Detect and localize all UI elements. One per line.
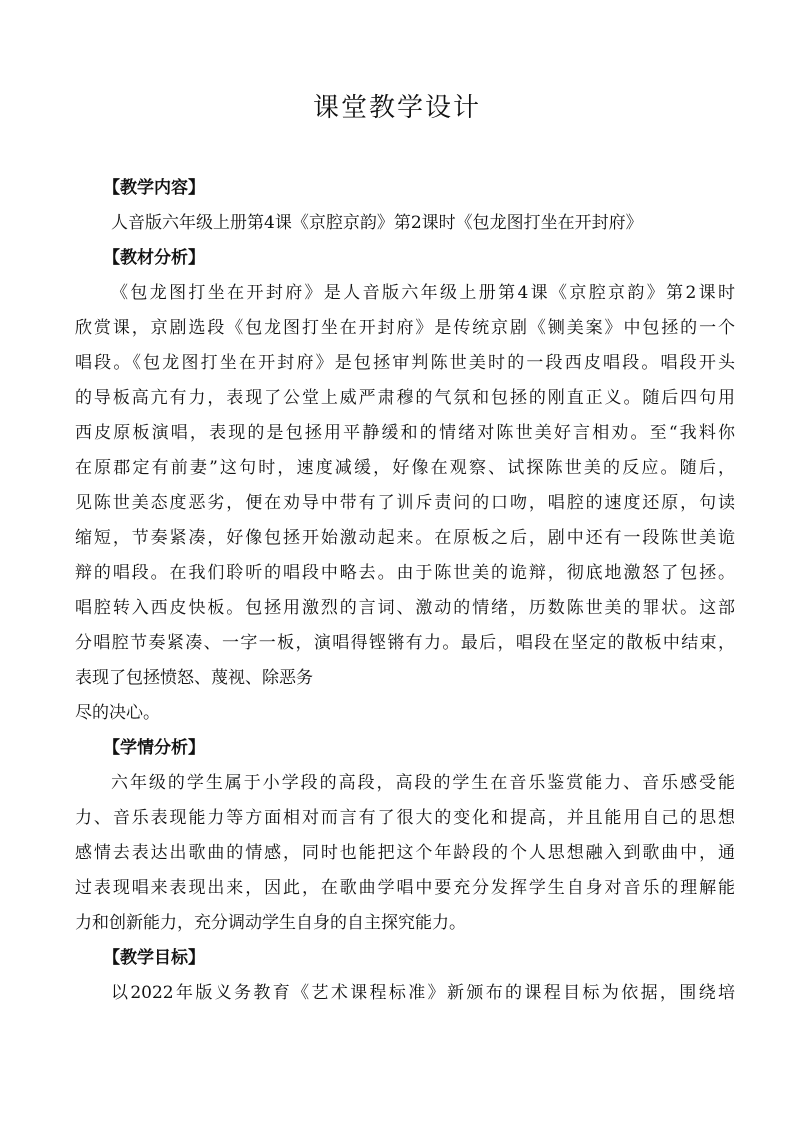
paragraph-line: 西皮原板演唱，表现的是包拯用平静缓和的情绪对陈世美好言相劝。至“我料你	[75, 423, 735, 443]
section-heading-teaching-goals: 【教学目标】	[103, 948, 205, 968]
paragraph-line: 人音版六年级上册第4课《京腔京韵》第2课时《包龙图打坐在开封府》	[111, 213, 643, 233]
paragraph-line: 辩的唱段。在我们聆听的唱段中略去。由于陈世美的诡辩，彻底地激怒了包拯。	[75, 563, 735, 583]
page-title: 课堂教学设计	[312, 93, 481, 123]
paragraph-line: 缩短，节奏紧凑，好像包拯开始激动起来。在原板之后，剧中还有一段陈世美诡	[75, 528, 735, 548]
paragraph-line: 感情去表达出歌曲的情感，同时也能把这个年龄段的个人思想融入到歌曲中，通	[75, 843, 735, 863]
section-heading-material-analysis: 【教材分析】	[103, 248, 205, 268]
section-heading-student-analysis: 【学情分析】	[103, 738, 205, 758]
paragraph-line: 的导板高亢有力，表现了公堂上威严肃穆的气氛和包拯的刚直正义。随后四句用	[75, 388, 735, 408]
paragraph-line: 唱段。《包龙图打坐在开封府》是包拯审判陈世美时的一段西皮唱段。唱段开头	[75, 353, 735, 373]
paragraph-line: 以2022年版义务教育《艺术课程标准》新颁布的课程目标为依据，围绕培	[111, 983, 735, 1003]
paragraph-line: 六年级的学生属于小学段的高段，高段的学生在音乐鉴赏能力、音乐感受能	[111, 773, 735, 793]
paragraph-line: 力和创新能力，充分调动学生自身的自主探究能力。	[75, 913, 466, 933]
paragraph-line: 唱腔转入西皮快板。包拯用激烈的言词、激动的情绪，历数陈世美的罪状。这部	[75, 598, 735, 618]
paragraph-line: 表现了包拯愤怒、蔑视、除恶务	[75, 668, 313, 688]
paragraph-line: 《包龙图打坐在开封府》是人音版六年级上册第4课《京腔京韵》第2课时	[111, 283, 735, 303]
paragraph-line: 尽的决心。	[75, 703, 160, 723]
paragraph-line: 在原郡定有前妻”这句时，速度减缓，好像在观察、试探陈世美的反应。随后，	[75, 458, 735, 478]
paragraph-line: 力、音乐表现能力等方面相对而言有了很大的变化和提高，并且能用自己的思想	[75, 808, 735, 828]
section-heading-content: 【教学内容】	[103, 178, 205, 198]
paragraph-line: 分唱腔节奏紧凑、一字一板，演唱得铿锵有力。最后，唱段在坚定的散板中结束，	[75, 633, 735, 653]
paragraph-line: 见陈世美态度恶劣，便在劝导中带有了训斥责问的口吻，唱腔的速度还原，句读	[75, 493, 735, 513]
paragraph-line: 过表现唱来表现出来，因此，在歌曲学唱中要充分发挥学生自身对音乐的理解能	[75, 878, 735, 898]
paragraph-line: 欣赏课，京剧选段《包龙图打坐在开封府》是传统京剧《铡美案》中包拯的一个	[75, 318, 735, 338]
